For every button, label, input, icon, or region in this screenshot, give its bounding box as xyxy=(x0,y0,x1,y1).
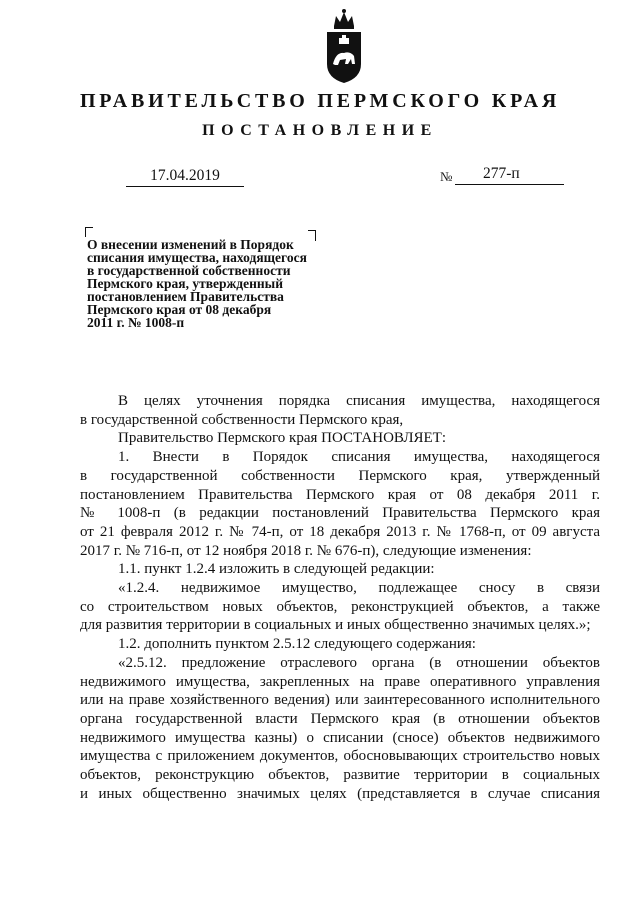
subject-line: в государственной собственности xyxy=(87,263,291,278)
body-line: для развития территории в социальных и иных общественно значимых целях.»; xyxy=(80,617,591,634)
body-line: недвижимого имущества, закрепленных на праве оперативного управления xyxy=(80,673,600,690)
body-line: со строительством новых объектов, реконструкцией объектов, а также xyxy=(80,598,600,615)
document-date: 17.04.2019 xyxy=(126,166,244,187)
body-line: 1. Внести в Порядок списания имущества, находящегося xyxy=(118,449,600,466)
body-line: «1.2.4. недвижимое имущество, подлежащее сносу в связи xyxy=(118,580,600,597)
document-body xyxy=(80,392,600,803)
body-line: «2.5.12. предложение отраслевого органа (в отношении объектов xyxy=(118,654,600,671)
body-line: в государственной собственности Пермского края, xyxy=(80,411,404,428)
body-line: № 1008-п (в редакции постановлений Правительства Пермского края xyxy=(80,505,600,522)
subject-line: Пермского края, утвержденный xyxy=(87,276,284,291)
body-line: 1.2. дополнить пунктом 2.5.12 следующего содержания: xyxy=(118,636,476,653)
number-sign: № xyxy=(440,169,453,184)
document-type: ПОСТАНОВЛЕНИЕ xyxy=(202,122,438,139)
coat-of-arms-icon xyxy=(324,8,364,84)
body-line: постановлением Правительства Пермского края от 08 декабря 2011 г. xyxy=(80,486,600,503)
body-line: 1.1. пункт 1.2.4 изложить в следующей редакции: xyxy=(118,561,435,578)
body-line: имущества с приложением документов, обосновывающих строительство новых xyxy=(80,748,600,765)
body-line: Правительство Пермского края ПОСТАНОВЛЯЕТ: xyxy=(118,430,447,447)
body-line: от 21 февраля 2012 г. № 74-п, от 18 декабря 2013 г. № 1768-п, от 09 августа xyxy=(80,523,600,540)
body-line: недвижимого имущества казны) о списании (сносе) объектов недвижимого xyxy=(80,729,600,746)
body-line: или на праве хозяйственного ведения) или заинтересованного исполнительного xyxy=(80,692,600,709)
document-number: 277-п xyxy=(483,165,520,182)
body-line: в государственной собственности Пермского края, утвержденный xyxy=(80,467,600,484)
government-title: ПРАВИТЕЛЬСТВО ПЕРМСКОГО КРАЯ xyxy=(79,90,561,112)
subject-line: постановлением Правительства xyxy=(87,289,284,304)
body-line: и иных общественно значимых целях (представляется в случае списания xyxy=(80,785,600,802)
subject-line: Пермского края от 08 декабря xyxy=(87,302,272,317)
document-number-field xyxy=(455,164,564,185)
body-line: объектов, реконструкцию объектов, развитие территории в социальных xyxy=(80,767,600,784)
body-line: В целях уточнения порядка списания имущества, находящегося xyxy=(118,393,600,409)
subject-corner-left xyxy=(85,227,93,237)
body-line: органа государственной власти Пермского края (в отношении объектов xyxy=(80,710,600,727)
subject-line: 2011 г. № 1008-п xyxy=(87,315,185,330)
subject-line: списания имущества, находящегося xyxy=(87,250,307,265)
body-line: 2017 г. № 716-п, от 12 ноября 2018 г. № 676-п), следующие изменения: xyxy=(80,542,532,559)
subject-line: О внесении изменений в Порядок xyxy=(87,237,294,252)
document-subject xyxy=(87,238,347,329)
